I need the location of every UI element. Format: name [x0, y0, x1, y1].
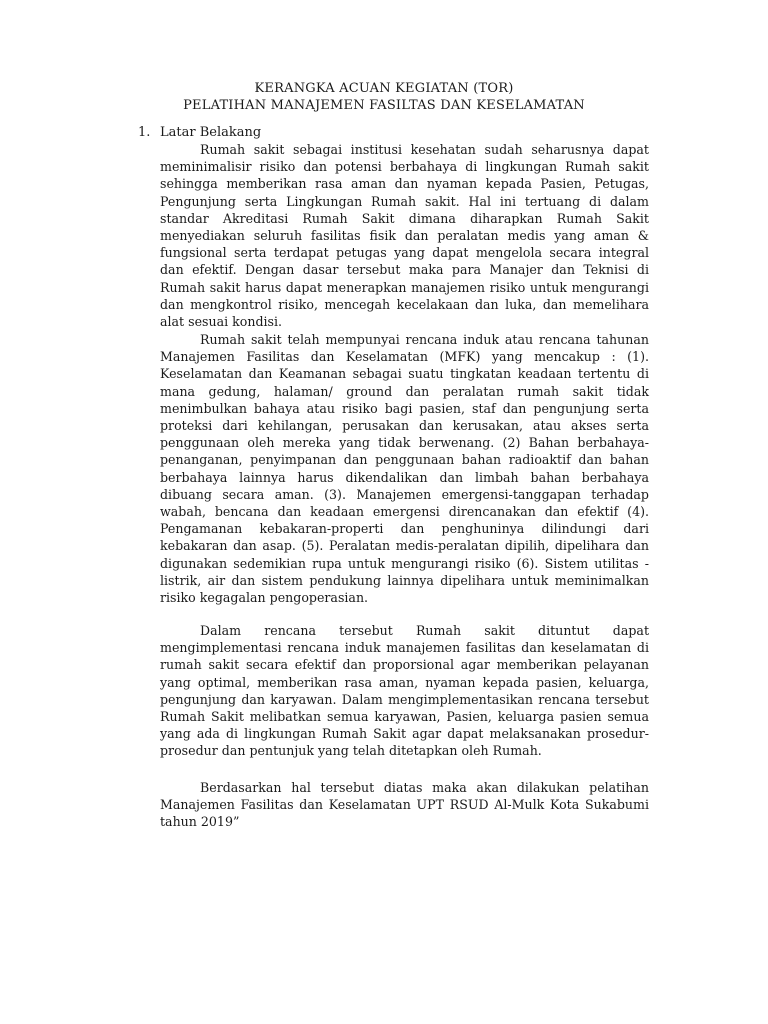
paragraph-block-2	[160, 331, 649, 606]
paragraph-block-1	[160, 141, 649, 330]
paragraph-block-4	[160, 779, 649, 831]
section-number: 1.	[138, 125, 151, 140]
paragraph-block-3	[160, 622, 649, 760]
section-heading: Latar Belakang	[160, 125, 262, 140]
paragraph: Rumah sakit telah mempunyai rencana induk atau rencana tahunan Manajemen Fasilitas dan Keselamatan (MFK) yang mencakup : (1). Keselamatan dan Keamanan sebagai suatu tingkatan keadaan tertentu di mana gedung, halaman/ ground dan peralatan rumah sakit tidak menimbulkan bahaya atau risiko bagi pasien, staf dan pengunjung serta proteksi dari kehilangan, perusakan dan kerusakan, atau akses serta penggunaan oleh mereka yang tidak berwenang. (2) Bahan berbahaya-penanganan, penyimpanan dan penggunaan bahan radioaktif dan bahan berbahaya lainnya harus dikendalikan dan limbah bahan berbahaya dibuang secara aman. (3). Manajemen emergensi-tanggapan terhadap wabah, bencana dan keadaan emergensi direncanakan dan efektif (4). Pengamanan kebakaran-properti dan penghuninya dilindungi dari kebakaran dan asap. (5). Peralatan medis-peralatan dipilih, dipelihara dan digunakan sedemikian rupa untuk mengurangi risiko (6). Sistem utilitas - listrik, air dan sistem pendukung lainnya dipelihara untuk meminimalkan risiko kegagalan pengoperasian.	[160, 332, 649, 606]
document-title-line-1: KERANGKA ACUAN KEGIATAN (TOR)	[254, 81, 514, 96]
paragraph: Dalam rencana tersebut Rumah sakit dituntut dapat mengimplementasi rencana induk manajemen fasilitas dan keselamatan di rumah sakit secara efektif dan proporsional agar memberikan pelayanan yang optimal, memberikan rasa aman, nyaman kepada pasien, keluarga, pengunjung dan karyawan. Dalam mengimplementasikan rencana tersebut Rumah Sakit melibatkan semua karyawan, Pasien, keluarga pasien semua yang ada di lingkungan Rumah Sakit agar dapat melaksanakan prosedur-prosedur dan pentunjuk yang telah ditetapkan oleh Rumah.	[160, 623, 649, 759]
document-title-line-2: PELATIHAN MANAJEMEN FASILTAS DAN KESELAMATAN	[183, 98, 585, 113]
paragraph: Berdasarkan hal tersebut diatas maka akan dilakukan pelatihan Manajemen Fasilitas dan Keselamatan UPT RSUD Al-Mulk Kota Sukabumi tahun 2019”	[160, 780, 649, 830]
paragraph: Rumah sakit sebagai institusi kesehatan sudah seharusnya dapat meminimalisir risiko dan potensi berbahaya di lingkungan Rumah sakit sehingga memberikan rasa aman dan nyaman kepada Pasien, Petugas, Pengunjung serta Lingkungan Rumah sakit. Hal ini tertuang di dalam standar Akreditasi Rumah Sakit dimana diharapkan Rumah Sakit menyediakan seluruh fasilitas fisik dan peralatan medis yang aman & fungsional serta terdapat petugas yang dapat mengelola secara integral dan efektif. Dengan dasar tersebut maka para Manajer dan Teknisi di Rumah sakit harus dapat menerapkan manajemen risiko untuk mengurangi dan mengkontrol risiko, mencegah kecelakaan dan luka, dan memelihara alat sesuai kondisi.	[160, 142, 649, 330]
